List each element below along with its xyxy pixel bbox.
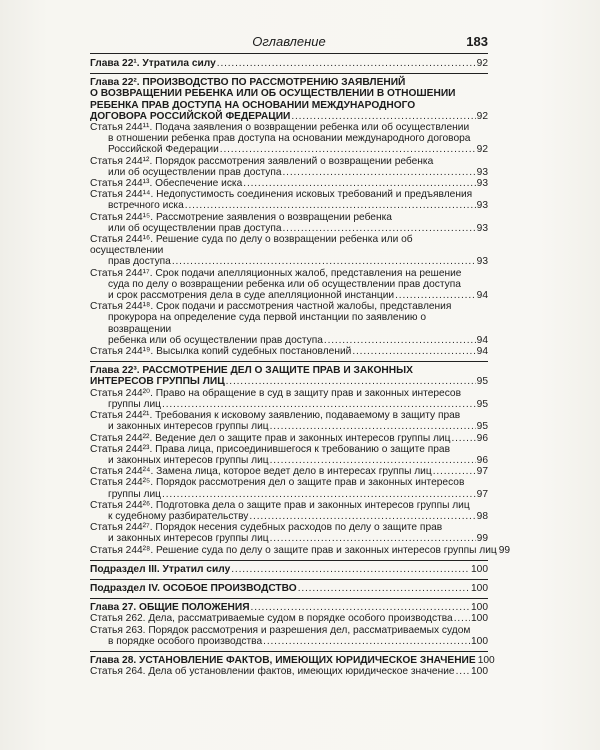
toc-entry-text: в порядке особого производства xyxy=(108,635,263,647)
toc-entry-line: Статья 244¹⁵. Рассмотрение заявления о возвращении ребенка xyxy=(90,211,392,223)
toc-page-number: 96 xyxy=(476,432,488,444)
page-number: 183 xyxy=(466,34,488,49)
toc-entry-line: Статья 244¹⁴. Недопустимость соединения исковых требований и предъявления xyxy=(90,189,473,201)
toc-entry-text: ИНТЕРЕСОВ ГРУППЫ ЛИЦ xyxy=(90,376,225,388)
toc-entry-leader-line xyxy=(90,455,488,466)
dot-leader xyxy=(283,167,476,178)
toc-entry-line: Глава 22³. РАССМОТРЕНИЕ ДЕЛ О ЗАЩИТЕ ПРАВ И ЗАКОННЫХ xyxy=(90,365,413,377)
section-divider xyxy=(90,579,488,580)
toc-entry-text: и законных интересов группы лиц xyxy=(108,533,269,545)
toc-page-number: 93 xyxy=(476,200,488,212)
toc-entry-line: Статья 263. Порядок рассмотрения и разрешения дел, рассматриваемых судом xyxy=(90,624,471,636)
table-of-contents xyxy=(90,58,511,678)
toc-entry-leader-line xyxy=(90,256,488,267)
toc-article-entry[interactable] xyxy=(90,466,488,477)
toc-chapter-entry[interactable] xyxy=(90,58,488,69)
toc-entry-leader-line xyxy=(90,533,488,544)
toc-page-number: 93 xyxy=(476,256,488,268)
toc-entry-text: или об осуществлении прав доступа xyxy=(108,166,282,178)
toc-article-entry[interactable] xyxy=(90,189,488,211)
toc-article-entry[interactable] xyxy=(90,433,488,444)
toc-entry-leader-line xyxy=(90,223,488,234)
toc-article-entry[interactable] xyxy=(90,500,488,522)
toc-entry-text: встречного иска xyxy=(108,200,184,212)
toc-entry-leader-line xyxy=(90,666,488,677)
toc-entry-text: Статья 262. Дела, рассматриваемые судом в порядке особого производства xyxy=(90,613,453,625)
toc-entry-leader-line xyxy=(90,376,488,387)
toc-entry-line: РЕБЕНКА ПРАВ ДОСТУПА НА ОСНОВАНИИ МЕЖДУНАРОДНОГО xyxy=(90,99,416,111)
toc-page-number: 100 xyxy=(471,563,488,575)
toc-entry-leader-line xyxy=(90,654,495,666)
dot-leader xyxy=(324,335,476,346)
dot-leader xyxy=(263,636,470,647)
toc-entry-text: прав доступа xyxy=(108,256,171,268)
toc-entry-text: к судебному разбирательству xyxy=(108,510,249,522)
toc-entry-line: суда по делу о возвращении ребенка или об осуществлении прав доступа xyxy=(108,278,461,290)
toc-entry-leader-line xyxy=(90,346,488,357)
toc-entry-leader-line xyxy=(90,421,488,432)
toc-entry-text: Статья 244²⁸. Решение суда по делу о защите прав и законных интересов группы лиц xyxy=(90,544,497,556)
toc-entry-line: Статья 244²⁷. Порядок несения судебных расходов по делу о защите прав xyxy=(90,522,443,534)
toc-article-entry[interactable] xyxy=(90,444,488,466)
toc-page-number: 97 xyxy=(476,488,488,500)
toc-entry-leader-line xyxy=(90,111,488,122)
toc-chapter-entry[interactable] xyxy=(90,602,488,613)
dot-leader xyxy=(454,613,470,624)
toc-entry-text: ребенка или об осуществлении прав доступа xyxy=(108,334,323,346)
toc-page-number: 93 xyxy=(476,222,488,234)
dot-leader xyxy=(185,200,476,211)
dot-leader xyxy=(298,583,470,594)
toc-article-entry[interactable] xyxy=(90,156,488,178)
toc-entry-text: Статья 244²⁴. Замена лица, которое ведет дело в интересах группы лиц xyxy=(90,466,432,478)
toc-entry-line: прокурора на определение суда первой инстанции по заявлению о возвращении xyxy=(108,312,427,335)
toc-entry-leader-line xyxy=(90,636,488,647)
toc-entry-leader-line xyxy=(90,335,488,346)
toc-entry-line: в отношении ребенка прав доступа на основании международного договора xyxy=(108,133,471,145)
toc-page-number: 94 xyxy=(476,346,488,358)
toc-page-number: 100 xyxy=(471,666,488,678)
toc-entry-text: Глава 22¹. Утратила силу xyxy=(90,58,216,69)
section-divider xyxy=(90,598,488,599)
toc-chapter-entry[interactable] xyxy=(90,77,488,122)
toc-entry-text: Статья 244¹³. Обеспечение иска xyxy=(90,178,243,190)
section-divider xyxy=(90,560,488,561)
toc-page-number: 100 xyxy=(477,654,495,666)
section-divider xyxy=(90,73,488,74)
toc-entry-line: Статья 244¹¹. Подача заявления о возвращении ребенка или об осуществлении xyxy=(90,122,470,134)
toc-article-entry[interactable] xyxy=(90,122,488,156)
toc-article-entry[interactable] xyxy=(90,234,488,268)
toc-page-number: 95 xyxy=(476,421,488,433)
dot-leader xyxy=(283,223,476,234)
dot-leader xyxy=(231,564,470,575)
toc-entry-text: Российской Федерации xyxy=(108,144,219,156)
toc-entry-text: Глава 27. ОБЩИЕ ПОЛОЖЕНИЯ xyxy=(90,602,250,614)
section-divider xyxy=(90,361,488,362)
toc-page-number: 98 xyxy=(476,510,488,522)
dot-leader xyxy=(243,178,475,189)
toc-entry-line: Статья 244²⁶. Подготовка дела о защите прав и законных интересов группы лиц xyxy=(90,499,470,511)
toc-page-number: 92 xyxy=(476,58,488,69)
dot-leader xyxy=(251,602,470,613)
toc-entry-line: Статья 244¹⁷. Срок подачи апелляционных жалоб, представления на решение xyxy=(90,267,462,279)
toc-entry-leader-line xyxy=(90,613,488,624)
dot-leader xyxy=(172,256,476,267)
toc-entry-text: Подраздел III. Утратил силу xyxy=(90,563,231,575)
toc-entry-leader-line xyxy=(90,144,488,155)
toc-page-number: 95 xyxy=(476,376,488,388)
toc-entry-leader-line xyxy=(90,511,488,522)
dot-leader xyxy=(291,111,475,122)
toc-entry-line: Статья 244¹⁸. Срок подачи и рассмотрения частной жалобы, представления xyxy=(90,301,452,313)
dot-leader xyxy=(433,466,476,477)
dot-leader xyxy=(451,433,475,444)
toc-entry-leader-line xyxy=(90,178,488,189)
page-header xyxy=(90,33,488,54)
toc-entry-leader-line xyxy=(90,583,488,594)
toc-entry-text: и законных интересов группы лиц xyxy=(108,454,269,466)
toc-entry-line: Статья 244²⁵. Порядок рассмотрения дел о защите прав и законных интересов xyxy=(90,477,465,489)
toc-entry-line: О ВОЗВРАЩЕНИИ РЕБЕНКА ИЛИ ОБ ОСУЩЕСТВЛЕНИИ В ОТНОШЕНИИ xyxy=(90,88,456,100)
toc-entry-leader-line xyxy=(90,489,488,500)
toc-entry-leader-line xyxy=(90,433,488,444)
toc-entry-text: или об осуществлении прав доступа xyxy=(108,222,282,234)
toc-entry-leader-line xyxy=(90,200,488,211)
dot-leader xyxy=(395,290,476,301)
toc-article-entry[interactable] xyxy=(90,522,488,544)
toc-article-entry[interactable] xyxy=(90,625,488,647)
toc-entry-leader-line xyxy=(90,167,488,178)
toc-page-number: 100 xyxy=(471,602,488,614)
toc-chapter-entry[interactable] xyxy=(90,365,488,387)
toc-page-number: 93 xyxy=(476,178,488,190)
section-divider xyxy=(90,651,488,652)
toc-entry-text: группы лиц xyxy=(108,488,162,500)
toc-entry-text: и законных интересов группы лиц xyxy=(108,421,269,433)
toc-page-number: 95 xyxy=(476,398,488,410)
toc-entry-line: Статья 244¹². Порядок рассмотрения заявлений о возвращении ребенка xyxy=(90,155,434,167)
toc-entry-leader-line xyxy=(90,290,488,301)
dot-leader xyxy=(220,144,476,155)
dot-leader xyxy=(249,511,475,522)
dot-leader xyxy=(352,346,475,357)
toc-page-number: 92 xyxy=(476,144,488,156)
toc-entry-leader-line xyxy=(90,466,488,477)
toc-chapter-entry[interactable] xyxy=(90,654,495,666)
toc-entry-leader-line xyxy=(90,58,488,69)
toc-page-number: 93 xyxy=(476,166,488,178)
toc-page-number: 100 xyxy=(471,582,488,594)
toc-entry-line: Глава 22². ПРОИЗВОДСТВО ПО РАССМОТРЕНИЮ ЗАЯВЛЕНИЙ xyxy=(90,77,406,89)
page-title: Оглавление xyxy=(252,34,326,49)
toc-entry-leader-line xyxy=(90,602,488,613)
toc-article-entry[interactable] xyxy=(90,477,488,499)
toc-article-entry[interactable] xyxy=(90,301,488,346)
toc-entry-leader-line xyxy=(90,399,488,410)
toc-article-entry[interactable] xyxy=(90,410,488,432)
toc-page-number: 94 xyxy=(476,290,488,302)
dot-leader xyxy=(226,376,476,387)
toc-article-entry[interactable] xyxy=(90,388,488,410)
toc-article-entry[interactable] xyxy=(90,212,488,234)
toc-entry-leader-line xyxy=(90,564,488,575)
dot-leader xyxy=(162,399,476,410)
toc-entry-text: и срок рассмотрения дела в суде апелляционной инстанции xyxy=(108,290,395,302)
toc-entry-text: Подраздел IV. ОСОБОЕ ПРОИЗВОДСТВО xyxy=(90,582,297,594)
toc-page-number: 97 xyxy=(476,466,488,478)
toc-entry-text: Статья 244¹⁹. Высылка копий судебных постановлений xyxy=(90,346,352,358)
dot-leader xyxy=(270,421,476,432)
dot-leader xyxy=(162,489,476,500)
toc-page-number: 99 xyxy=(498,544,511,556)
dot-leader xyxy=(270,533,476,544)
toc-article-entry[interactable] xyxy=(90,178,488,189)
toc-article-entry[interactable] xyxy=(90,544,511,556)
toc-page-number: 94 xyxy=(476,334,488,346)
toc-page-number: 100 xyxy=(471,613,488,625)
toc-entry-text: группы лиц xyxy=(108,398,162,410)
toc-page-number: 96 xyxy=(476,454,488,466)
toc-entry-line: Статья 244²¹. Требования к исковому заявлению, подаваемому в защиту прав xyxy=(90,410,461,422)
toc-entry-text: Статья 264. Дела об установлении фактов, имеющих юридическое значение xyxy=(90,666,455,678)
toc-article-entry[interactable] xyxy=(90,613,488,624)
toc-page-number: 92 xyxy=(476,110,488,122)
dot-leader xyxy=(270,455,476,466)
toc-entry-leader-line xyxy=(90,544,511,556)
toc-page-number: 100 xyxy=(471,635,488,647)
toc-entry-line: Статья 244²³. Права лица, присоединившегося к требованию о защите прав xyxy=(90,443,450,455)
toc-page-number: 99 xyxy=(476,533,488,545)
toc-entry-line: Статья 244²⁰. Право на обращение в суд в защиту прав и законных интересов xyxy=(90,387,462,399)
toc-entry-text: Статья 244²². Ведение дел о защите прав и законных интересов группы лиц xyxy=(90,432,451,444)
dot-leader xyxy=(456,666,470,677)
toc-entry-text: Глава 28. УСТАНОВЛЕНИЕ ФАКТОВ, ИМЕЮЩИХ ЮРИДИЧЕСКОЕ ЗНАЧЕНИЕ xyxy=(90,654,476,666)
toc-article-entry[interactable] xyxy=(90,268,488,302)
toc-entry-text: ДОГОВОРА РОССИЙСКОЙ ФЕДЕРАЦИИ xyxy=(90,110,291,122)
toc-article-entry[interactable] xyxy=(90,666,488,677)
toc-chapter-entry[interactable] xyxy=(90,583,488,594)
toc-entry-line: Статья 244¹⁶. Решение суда по делу о возвращении ребенка или об осуществлении xyxy=(90,234,413,257)
toc-chapter-entry[interactable] xyxy=(90,564,488,575)
dot-leader xyxy=(217,58,476,69)
toc-article-entry[interactable] xyxy=(90,346,488,357)
